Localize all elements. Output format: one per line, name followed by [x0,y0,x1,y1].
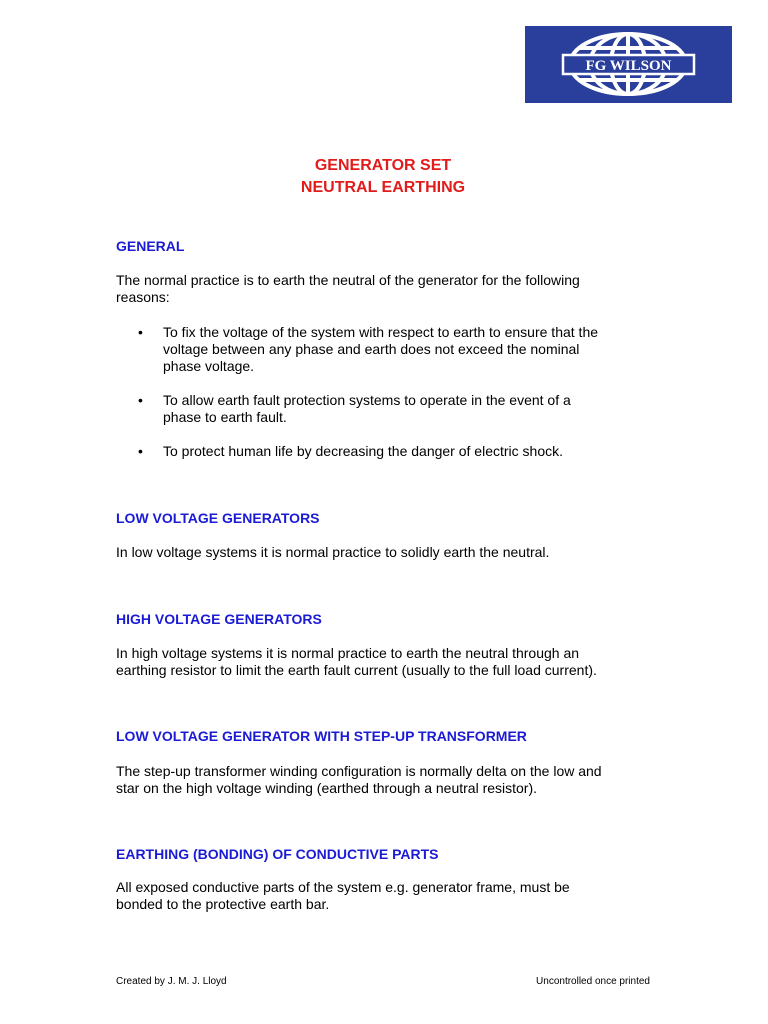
heading-general: GENERAL [116,238,185,254]
bullet-line: phase voltage. [163,358,255,374]
bullet-icon: • [138,443,143,459]
globe-logo-icon [525,26,732,103]
bonding-line-2: bonded to the protective earth bar. [116,896,330,912]
bullet-line: To allow earth fault protection systems to operate in the event of a [163,392,571,408]
high-voltage-text [116,645,656,679]
heading-high-voltage: HIGH VOLTAGE GENERATORS [116,611,322,627]
general-intro [116,272,656,306]
title-line-1: GENERATOR SET [314,157,452,174]
heading-step-up-transformer: LOW VOLTAGE GENERATOR WITH STEP-UP TRANSFORMER [116,728,527,744]
bullet-line: voltage between any phase and earth does not exceed the nominal [163,341,580,357]
bullet-line: To protect human life by decreasing the danger of electric shock. [163,443,563,459]
step-up-line-2: star on the high voltage winding (earthed through a neutral resistor). [116,780,538,796]
general-intro-line-1: The normal practice is to earth the neutral of the generator for the following [116,272,580,288]
title-line-2: NEUTRAL EARTHING [300,179,466,196]
general-intro-line-2: reasons: [116,289,170,305]
heading-low-voltage: LOW VOLTAGE GENERATORS [116,510,320,526]
bullet-text [163,392,653,426]
logo-text: FG WILSON [585,58,672,74]
step-up-text [116,763,656,797]
bullet-text [163,443,653,460]
document-title [0,155,766,199]
bullet-line: To fix the voltage of the system with respect to earth to ensure that the [163,324,599,340]
bonding-text [116,879,656,913]
high-voltage-line-2: earthing resistor to limit the earth fault current (usually to the full load current). [116,662,597,678]
bonding-line-1: All exposed conductive parts of the system e.g. generator frame, must be [116,879,570,895]
bullet-line: phase to earth fault. [163,409,287,425]
heading-bonding: EARTHING (BONDING) OF CONDUCTIVE PARTS [116,846,439,862]
bullet-icon: • [138,392,143,408]
high-voltage-line-1: In high voltage systems it is normal practice to earth the neutral through an [116,645,580,661]
bullet-icon: • [138,324,143,340]
bullet-text [163,324,653,375]
footer-disclaimer: Uncontrolled once printed [536,976,650,987]
fg-wilson-logo [525,26,732,103]
step-up-line-1: The step-up transformer winding configuration is normally delta on the low and [116,763,602,779]
footer-author: Created by J. M. J. Lloyd [116,976,227,987]
low-voltage-text: In low voltage systems it is normal practice to solidly earth the neutral. [116,544,550,560]
